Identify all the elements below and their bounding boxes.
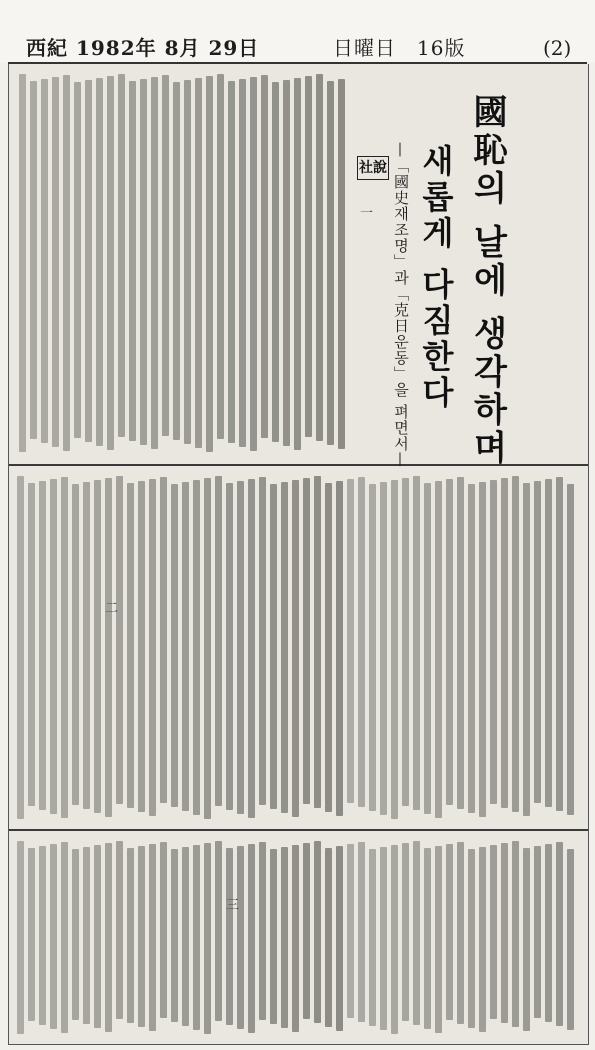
text-column-line — [250, 77, 257, 451]
text-column-line — [468, 849, 475, 1028]
headline-line-1: 國恥의 날에 생각하며 — [467, 94, 507, 468]
text-column-line — [206, 76, 213, 452]
text-column-line — [259, 477, 266, 805]
text-column-line — [413, 476, 420, 810]
text-column-line — [94, 480, 101, 813]
text-column-line — [556, 842, 563, 1026]
section-mark: 一 — [360, 206, 374, 221]
text-column-line — [28, 848, 35, 1021]
text-column-line — [303, 478, 310, 804]
text-column-line — [281, 482, 288, 813]
text-column-line — [193, 845, 200, 1030]
text-column-line — [149, 844, 156, 1031]
text-column-line — [96, 78, 103, 446]
text-column-line — [501, 478, 508, 808]
text-column-line — [140, 79, 147, 445]
editorial-article — [8, 64, 589, 1045]
text-column-line — [226, 848, 233, 1025]
text-column-line — [129, 81, 136, 441]
section-mark: 三 — [226, 898, 240, 913]
text-column-line — [72, 484, 79, 805]
text-column-line — [105, 478, 112, 817]
text-column-line — [435, 846, 442, 1033]
text-column-line — [369, 484, 376, 811]
text-column-line — [523, 848, 530, 1031]
text-column-line — [72, 849, 79, 1020]
text-column-line — [41, 79, 48, 443]
text-column-line — [380, 482, 387, 815]
text-column-line — [52, 77, 59, 447]
text-column-line — [28, 483, 35, 806]
text-column-line — [292, 480, 299, 817]
text-column-line — [272, 82, 279, 442]
text-column-line — [316, 74, 323, 441]
text-column-line — [195, 78, 202, 448]
text-column-line — [358, 842, 365, 1022]
text-column-line — [39, 846, 46, 1025]
text-column-line — [61, 477, 68, 818]
text-column-line — [261, 75, 268, 438]
page-number: (2) — [543, 36, 572, 60]
text-column-line — [204, 843, 211, 1034]
text-column-line — [294, 78, 301, 450]
text-column-line — [149, 479, 156, 816]
issue-date: 西紀 1982年 8月 29日 — [26, 36, 260, 60]
text-column-line — [138, 481, 145, 812]
text-column-line — [50, 479, 57, 814]
text-column-line — [17, 476, 24, 819]
text-column-line — [127, 483, 134, 808]
text-column-line — [435, 481, 442, 818]
text-column-line — [523, 483, 530, 816]
text-column-line — [61, 842, 68, 1033]
text-column-line — [468, 484, 475, 813]
text-column-line — [182, 847, 189, 1026]
text-column-line — [446, 844, 453, 1020]
text-column-line — [380, 847, 387, 1030]
text-column-line — [479, 482, 486, 817]
text-column-line — [369, 849, 376, 1026]
text-column-line — [292, 845, 299, 1032]
text-column-line — [402, 843, 409, 1021]
text-column-line — [94, 845, 101, 1028]
text-column-line — [556, 477, 563, 811]
text-column-line — [457, 477, 464, 809]
text-column-line — [83, 847, 90, 1024]
text-column-line — [314, 841, 321, 1023]
text-column-line — [512, 841, 519, 1027]
text-column-line — [424, 483, 431, 814]
text-column-line — [118, 74, 125, 437]
text-column-line — [184, 80, 191, 444]
text-column-line — [226, 483, 233, 810]
text-column-line — [160, 477, 167, 803]
text-column-line — [545, 844, 552, 1022]
text-columns-middle — [9, 476, 588, 821]
text-column-line — [413, 841, 420, 1025]
text-column-line — [512, 476, 519, 812]
text-column-line — [237, 481, 244, 814]
issue-weekday: 日曜日 16版 — [333, 36, 466, 60]
text-column-line — [402, 478, 409, 806]
headline-line-2: 새롭게 다짐한다 — [417, 144, 455, 412]
text-column-line — [83, 482, 90, 809]
text-column-line — [446, 479, 453, 805]
text-column-line — [171, 849, 178, 1022]
text-column-line — [182, 482, 189, 811]
text-column-line — [160, 842, 167, 1018]
text-column-line — [204, 478, 211, 819]
section-mark: 二 — [105, 601, 119, 616]
text-column-line — [545, 479, 552, 807]
text-column-line — [347, 479, 354, 803]
text-column-line — [336, 846, 343, 1031]
text-column-line — [358, 477, 365, 807]
text-column-line — [116, 476, 123, 804]
text-column-line — [215, 841, 222, 1021]
text-column-line — [63, 75, 70, 451]
text-column-line — [30, 81, 37, 439]
text-column-line — [567, 849, 574, 1030]
text-column-line — [107, 76, 114, 450]
text-column-line — [281, 847, 288, 1028]
text-column-line — [479, 847, 486, 1032]
text-column-line — [19, 74, 26, 452]
text-column-line — [217, 74, 224, 439]
text-column-line — [270, 849, 277, 1024]
text-column-line — [105, 843, 112, 1032]
text-column-line — [239, 79, 246, 447]
text-column-line — [215, 476, 222, 806]
text-column-line — [193, 480, 200, 815]
text-column-line — [237, 846, 244, 1029]
text-column-line — [336, 481, 343, 816]
text-column-line — [85, 80, 92, 442]
text-column-line — [347, 844, 354, 1018]
text-columns-bottom — [9, 841, 588, 1036]
text-column-line — [171, 484, 178, 807]
text-column-line — [270, 484, 277, 809]
text-column-line — [305, 76, 312, 437]
text-column-line — [501, 843, 508, 1023]
text-column-line — [391, 845, 398, 1034]
text-column-line — [314, 476, 321, 808]
text-column-line — [127, 848, 134, 1023]
text-column-line — [567, 484, 574, 815]
text-column-line — [283, 80, 290, 446]
text-column-line — [116, 841, 123, 1019]
text-column-line — [338, 79, 345, 449]
text-column-line — [248, 479, 255, 818]
text-column-line — [248, 844, 255, 1033]
text-column-line — [534, 481, 541, 803]
text-column-line — [490, 480, 497, 804]
text-column-line — [17, 841, 24, 1034]
band-divider — [9, 829, 588, 831]
text-column-line — [259, 842, 266, 1020]
text-column-line — [303, 843, 310, 1019]
text-column-line — [151, 77, 158, 449]
text-column-line — [50, 844, 57, 1029]
text-column-line — [173, 82, 180, 440]
text-column-line — [327, 81, 334, 445]
text-column-line — [162, 75, 169, 436]
text-column-line — [228, 81, 235, 443]
text-column-line — [74, 82, 81, 438]
editorial-label: 社說 — [357, 156, 389, 180]
text-column-line — [490, 845, 497, 1019]
text-column-line — [391, 480, 398, 819]
text-column-line — [138, 846, 145, 1027]
masthead-bar — [0, 0, 595, 62]
text-column-line — [39, 481, 46, 810]
text-column-line — [534, 846, 541, 1018]
text-column-line — [424, 848, 431, 1029]
issue-edition: 16版 — [417, 36, 466, 60]
headline-subtitle: —「國史재조명」과「克日운동」을 펴면서— — [392, 142, 410, 468]
text-column-line — [457, 842, 464, 1024]
text-column-line — [325, 848, 332, 1027]
text-column-line — [325, 483, 332, 812]
